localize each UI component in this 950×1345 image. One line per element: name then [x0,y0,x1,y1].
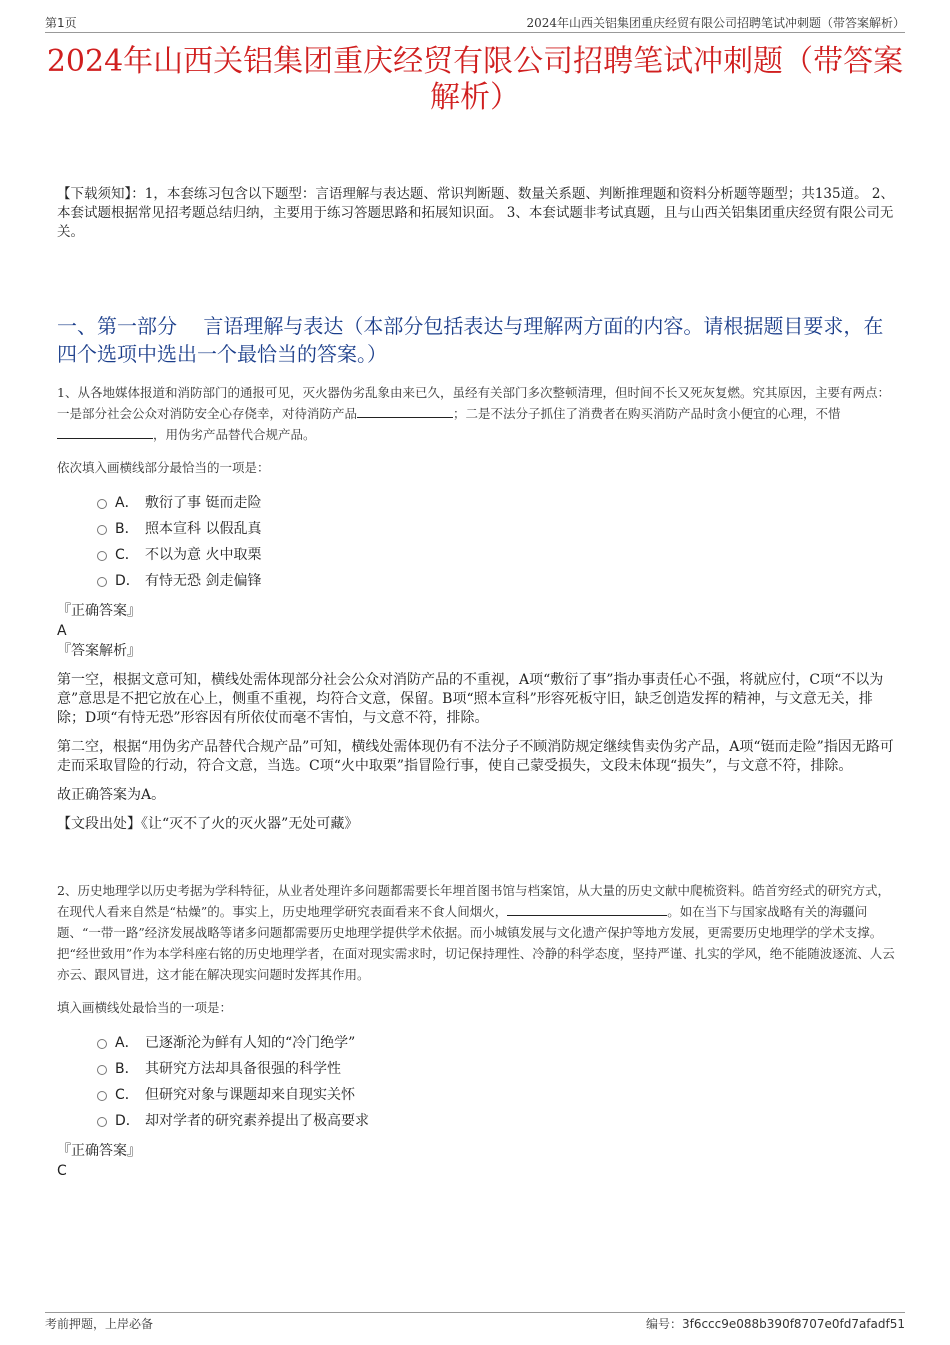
radio-icon[interactable] [97,551,107,561]
question-2-text-b: 。如在当下与国家战略有关的海疆问题、“一带一路”经济发展战略等诸多问题都需要历史地理学提供学术依据。而小城镇发展与文化遗产保护等地方发展，更需要历史地理学的学术支撑。把“经世致用”作为本学科座右铭的历史地理学者，在面对现实需求时，切记保持理性、冷静的科学态度，坚持严谨、扎实的学风，绝不能随波逐流、人云亦云、跟风冒进，这才能在解决现实问题时发挥其作用。 [57,904,895,982]
radio-icon[interactable] [97,499,107,509]
question-2-text [57,880,898,985]
fill-blank[interactable] [57,426,153,439]
answer-label: 『正确答案』 [57,1143,141,1159]
analysis-body [57,671,898,834]
question-1-text-b: ；二是不法分子抓住了消费者在购买消防产品时贪小便宜的心理，不惜 [453,406,841,421]
option-letter: B． [115,521,139,537]
option-letter: A． [115,495,139,511]
option-text: 有恃无恐 剑走偏锋 [145,573,262,589]
analysis-label: 『答案解析』 [57,643,141,659]
footer-code-value: 3f6ccc9e088b390f8707e0fd7afadf51 [681,1317,905,1331]
page-header [45,12,905,33]
fill-blank[interactable] [357,405,453,418]
option-letter: D． [115,573,140,589]
analysis-paragraph: 第一空，根据文意可知，横线处需体现部分社会公众对消防产品的不重视，A项“敷衍了事”指办事责任心不强，将就应付，C项“不以为意”意思是不把它放在心上，侧重不重视，均符合文意，保留。B项“照本宣科”形容死板守旧，缺乏创造发挥的精神，与文意无关，排除；D项“有恃无恐”形容因有所依仗而毫不害怕，与文意不符，排除。 [57,672,884,726]
question-2-prompt: 填入画横线处最恰当的一项是： [57,1000,233,1015]
option-letter: D． [115,1113,140,1129]
radio-icon[interactable] [97,525,107,535]
question-2-options [57,1030,898,1134]
radio-icon[interactable] [97,1065,107,1075]
correct-answer: C [57,1163,67,1179]
footer-slogan: 考前押题，上岸必备 [45,1317,154,1331]
analysis-paragraph: 故正确答案为A。 [57,787,166,803]
page-footer [45,1312,905,1333]
fill-blank[interactable] [507,903,667,916]
option-letter: C． [115,547,139,563]
analysis-paragraph: 第二空，根据“用伪劣产品替代合规产品”可知，横线处需体现仍有不法分子不顾消防规定继续售卖伪劣产品，A项“铤而走险”指因无路可走而采取冒险的行动，符合文意，当选。C项“火中取栗”指冒险行事，使自己蒙受损失，文段未体现“损失”，与文意不符，排除。 [57,739,894,774]
header-doc-name: 2024年山西关铝集团重庆经贸有限公司招聘笔试冲刺题（带答案解析） [526,16,905,30]
option-letter: C． [115,1087,139,1103]
download-notice: 【下载须知】：1，本套练习包含以下题型：言语理解与表达题、常识判断题、数量关系题、判断推理题和资料分析题等题型；共135道。 2、本套试题根据常见招考题总结归纳，主要用于练习答题思路和拓展知识面。 3、本套试题非考试真题，且与山西关铝集团重庆经贸有限公司无关。 [57,186,894,240]
option-b[interactable] [57,516,898,542]
option-text: 已逐渐沦为鲜有人知的“冷门绝学” [145,1035,356,1051]
document-title: 2024年山西关铝集团重庆经贸有限公司招聘笔试冲刺题（带答案解析） [46,44,904,115]
option-text: 不以为意 火中取栗 [145,547,262,563]
question-1-prompt: 依次填入画横线部分最恰当的一项是： [57,460,270,475]
option-a[interactable] [57,1030,898,1056]
question-2-text-a: 2、历史地理学以历史考据为学科特征，从业者处理许多问题都需要长年埋首图书馆与档案馆，从大量的历史文献中爬梳资料。皓首穷经式的研究方式，在现代人看来自然是“枯燥”的。事实上，历史地理学研究表面看来不食人间烟火， [57,883,890,919]
option-c[interactable] [57,1082,898,1108]
answer-label: 『正确答案』 [57,603,141,619]
question-2 [57,880,898,1181]
question-1-text-c: ，用伪劣产品替代合规产品。 [153,427,316,442]
radio-icon[interactable] [97,1117,107,1127]
option-a[interactable] [57,490,898,516]
option-text: 敷衍了事 铤而走险 [145,495,262,511]
question-1-text-a: 1、从各地媒体报道和消防部门的通报可见，灭火器伪劣乱象由来已久，虽经有关部门多次整顿清理，但时间不长又死灰复燃。究其原因，主要有两点：一是部分社会公众对消防安全心存侥幸，对待消防产品 [57,385,890,421]
radio-icon[interactable] [97,1091,107,1101]
section-heading: 一、第一部分 言语理解与表达（本部分包括表达与理解两方面的内容。请根据题目要求，在四个选项中选出一个最恰当的答案。） [57,314,884,366]
option-text: 其研究方法却具备很强的科学性 [145,1061,341,1077]
correct-answer: A [57,623,67,639]
source-citation: 【文段出处】《让“灭不了火的灭火器”无处可藏》 [57,816,359,832]
option-d[interactable] [57,568,898,594]
question-1-options [57,490,898,594]
option-c[interactable] [57,542,898,568]
option-text: 照本宣科 以假乱真 [145,521,262,537]
radio-icon[interactable] [97,1039,107,1049]
radio-icon[interactable] [97,577,107,587]
footer-code [646,1315,905,1332]
page-number: 第1页 [45,16,77,30]
option-d[interactable] [57,1108,898,1134]
question-1-text [57,382,898,445]
option-text: 却对学者的研究素养提出了极高要求 [145,1113,369,1129]
option-b[interactable] [57,1056,898,1082]
question-1 [57,382,898,844]
option-letter: B． [115,1061,139,1077]
option-letter: A． [115,1035,139,1051]
footer-code-label: 编号： [645,1317,682,1331]
option-text: 但研究对象与课题却来自现实关怀 [145,1087,355,1103]
